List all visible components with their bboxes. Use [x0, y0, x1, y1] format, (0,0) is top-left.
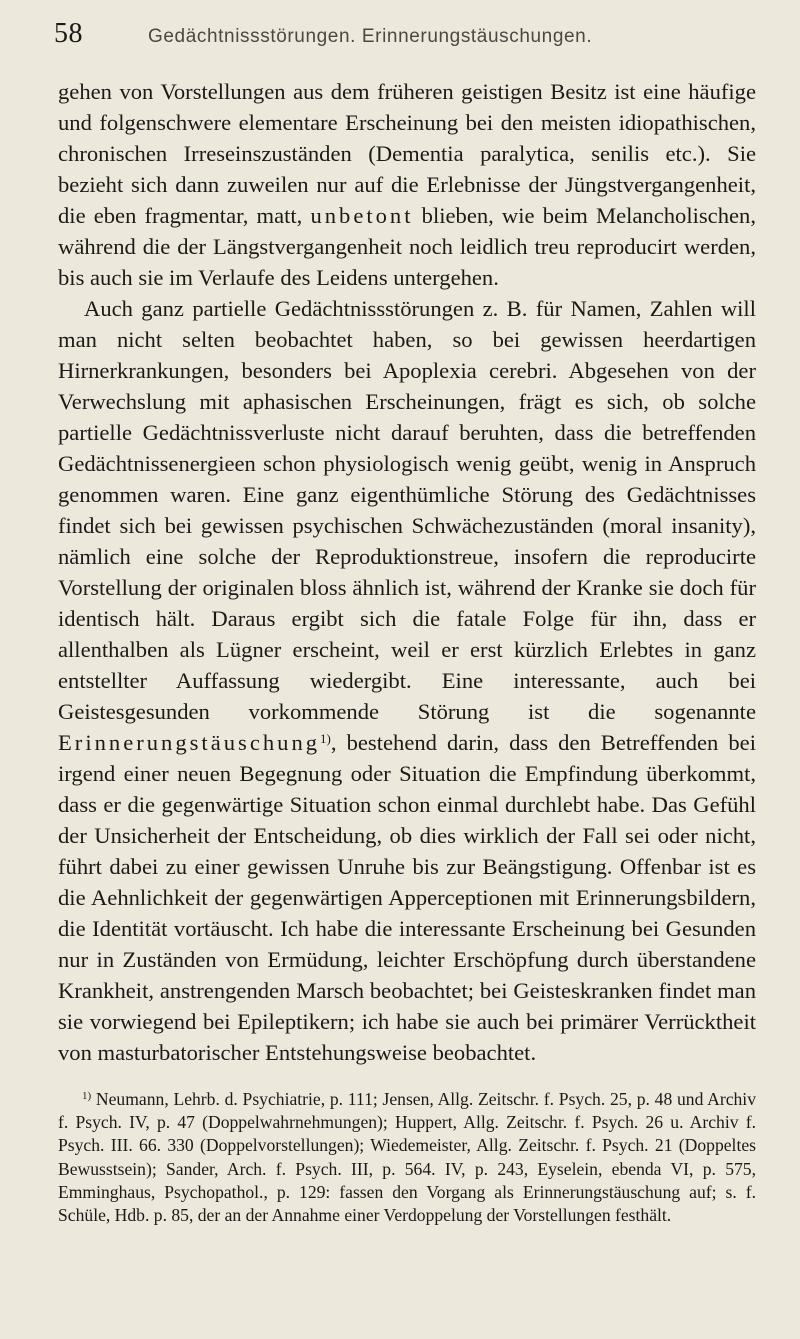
footnote-reference: 1) — [320, 731, 331, 746]
emphasis-erinnerungstaeuschung: Erinnerungstäuschung — [58, 730, 321, 755]
footnote-text: Neumann, Lehrb. d. Psychiatrie, p. 111; Jensen, Allg. Zeitschr. f. Psych. 25, p. 48 und Archiv f. Psych. IV, p. 47 (Doppelwahrnehmungen); Huppert, Allg. Zeitschr. f. Psych. 26 u. Archiv f. Psych. III. 66. 330 (Doppelvorstellungen); Wiedemeister, Allg. Zeitschr. f. Psych. 21 (Doppeltes Bewusstsein); Sander, Arch. f. Psych. III, p. 564. IV, p. 243, Eyselein, ebenda VI, p. 575, Emminghaus, Psychopathol., p. 129: fassen den Vorgang als Erinnerungstäuschung auf; s. f. Schüle, Hdb. p. 85, der an der Annahme einer Verdoppelung der Vorstellungen festhält. — [58, 1089, 756, 1226]
emphasis-unbetont: unbetont — [310, 203, 414, 228]
running-title: Gedächtnissstörungen. Erinnerungstäuschungen. — [148, 26, 593, 47]
footnotes — [58, 1088, 756, 1227]
footnote-1 — [58, 1088, 756, 1227]
paragraph-2-continuation: , bestehend darin, dass den Betreffenden bei irgend einer neuen Begegnung oder Situation die Empfindung überkommt, dass er die gegenwärtige Situation schon einmal durchlebt habe. Das Gefühl der Unsicherheit der Entscheidung, ob dies wirklich der Fall sei oder nicht, führt dabei zu einer gewissen Unruhe bis zur Beängstigung. Offenbar ist es die Aehnlichkeit der gegenwärtigen Apperceptionen mit Erinnerungsbildern, die Identität vortäuscht. Ich habe die interessante Erscheinung bei Gesunden nur in Zuständen von Ermüdung, leichter Erschöpfung durch überstandene Krankheit, anstrengenden Marsch beobachtet; bei Geisteskranken findet man sie vorwiegend bei Epileptikern; ich habe sie auch bei primärer Verrücktheit von masturbatorischer Entstehungsweise beobachtet. — [58, 730, 756, 1065]
running-head — [54, 18, 756, 52]
footnote-marker-number: 1 — [82, 1090, 88, 1102]
footnote-reference-number: 1 — [320, 731, 327, 746]
paragraph-1 — [58, 76, 756, 293]
paragraph-1-continuation: blieben, wie beim Melancholischen, während die der Längstvergangenheit noch leidlich treu reproducirt werden, bis auch sie im Verlaufe des Leidens untergehen. — [58, 203, 756, 290]
paragraph-1-text: gehen von Vorstellungen aus dem früheren geistigen Besitz ist eine häufige und folgenschwere elementare Erscheinung bei den meisten idiopathischen, chronischen Irreseinszuständen (Dementia paralytica, senilis etc.). Sie bezieht sich dann zuweilen nur auf die Erlebnisse der Jüngstvergangenheit, die eben fragmentar, matt, — [58, 79, 756, 228]
paragraph-2-text: Auch ganz partielle Gedächtnissstörungen z. B. für Namen, Zahlen will man nicht selten beobachtet haben, so bei gewissen heerdartigen Hirnerkrankungen, besonders bei Apoplexia cerebri. Abgesehen von der Verwechslung mit aphasischen Erscheinungen, frägt es sich, ob solche partielle Gedächtnissverluste nicht darauf beruhten, dass die betreffenden Gedächtnissenergieen schon physiologisch wenig geübt, wenig in Anspruch genommen waren. Eine ganz eigenthümliche Störung des Gedächtnisses findet sich bei gewissen psychischen Schwächezuständen (moral insanity), nämlich eine solche der Reproduktionstreue, insofern die reproducirte Vorstellung der originalen bloss ähnlich ist, während der Kranke sie doch für identisch hält. Daraus ergibt sich die fatale Folge für ihn, dass er allenthalben als Lügner erscheint, weil er erst kürzlich Erlebtes in ganz entstellter Auffassung wiedergibt. Eine interessante, auch bei Geistesgesunden vorkommende Störung ist die sogenannte — [58, 296, 756, 724]
paragraph-2 — [58, 293, 756, 1068]
body-text — [58, 76, 756, 1068]
footnote-marker: 1) — [82, 1090, 92, 1102]
page-number: 58 — [54, 18, 83, 49]
